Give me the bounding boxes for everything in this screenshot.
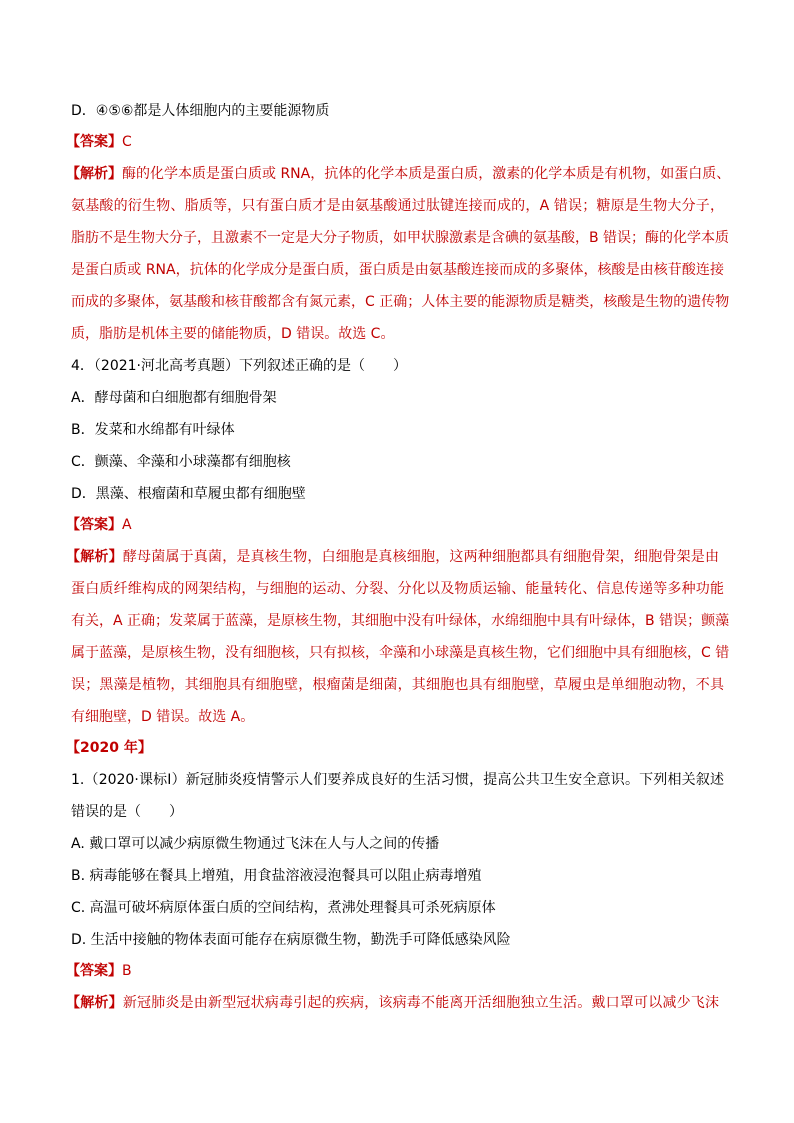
q3-analysis-line-2	[71, 196, 724, 216]
analysis-text: 酶的化学本质是蛋白质或 RNA，抗体的化学本质是蛋白质，激素的化学本质是有机物，如蛋白质、	[122, 166, 731, 182]
q4-analysis-line-1	[66, 547, 719, 567]
q1-option-b: B. 病毒能够在餐具上增殖，用食盐溶液浸泡餐具可以阻止病毒增殖	[71, 868, 482, 884]
q1-option-a: A. 戴口罩可以减少病原微生物通过飞沫在人与人之间的传播	[71, 836, 440, 852]
analysis-text: 氨基酸的衍生物、脂质等，只有蛋白质才是由氨基酸通过肽键连接而成的，A 错误；糖原是生物大分子，	[71, 198, 724, 214]
answer-tag: 【答案】	[66, 517, 122, 533]
q1-stem-line-2: 错误的是（ ）	[71, 804, 183, 820]
q3-analysis-line-4	[71, 260, 724, 280]
answer-tag: 【答案】	[66, 963, 122, 979]
q1-option-c: C. 高温可破坏病原体蛋白质的空间结构，煮沸处理餐具可杀死病原体	[71, 900, 496, 916]
q3-analysis-line-1	[66, 164, 731, 184]
q4-analysis-line-5	[71, 675, 724, 695]
analysis-text: 蛋白质纤维构成的网架结构，与细胞的运动、分裂、分化以及物质运输、能量转化、信息传递等多种功能	[71, 581, 724, 597]
analysis-text: 属于蓝藻，是原核生物，没有细胞核，只有拟核，伞藻和小球藻是真核生物，它们细胞中具有细胞核，C 错	[71, 645, 730, 661]
q4-analysis-line-6	[71, 707, 254, 727]
q3-analysis-line-3	[71, 228, 730, 248]
year-heading: 【2020 年】	[66, 740, 152, 756]
q4-analysis-line-4	[71, 643, 730, 663]
q4-option-a: A．酵母菌和白细胞都有细胞骨架	[71, 390, 277, 406]
analysis-text: 有关，A 正确；发菜属于蓝藻，是原核生物，其细胞中没有叶绿体，水绵细胞中具有叶绿体，B 错误；颤藻	[71, 613, 730, 629]
analysis-text: 误；黑藻是植物，其细胞具有细胞壁，根瘤菌是细菌，其细胞也具有细胞壁，草履虫是单细胞动物，不具	[71, 677, 724, 693]
q4-analysis-line-3	[71, 611, 730, 631]
analysis-text: 质，脂肪是机体主要的储能物质，D 错误。故选 C。	[71, 326, 395, 342]
q3-analysis-line-6	[71, 324, 394, 344]
answer-value: B	[122, 963, 132, 979]
analysis-tag: 【解析】	[66, 549, 123, 565]
analysis-text: 而成的多聚体，氨基酸和核苷酸都含有氮元素，C 正确；人体主要的能源物质是糖类，核酸是生物的遗传物	[71, 294, 730, 310]
analysis-text: 新冠肺炎是由新型冠状病毒引起的疾病，该病毒不能离开活细胞独立生活。戴口罩可以减少飞沫	[122, 995, 720, 1011]
q3-answer	[66, 132, 132, 152]
q4-option-d: D．黑藻、根瘤菌和草履虫都有细胞壁	[71, 486, 306, 502]
q4-stem: 4．（2021·河北高考真题）下列叙述正确的是（ ）	[71, 358, 407, 374]
answer-value: C	[122, 134, 132, 150]
analysis-tag: 【解析】	[66, 166, 122, 182]
analysis-text: 脂肪不是生物大分子，且激素不一定是大分子物质，如甲状腺激素是含碘的氨基酸，B 错误；酶的化学本质	[71, 230, 730, 246]
q3-option-d: D．④⑤⑥都是人体细胞内的主要能源物质	[71, 103, 330, 119]
analysis-tag: 【解析】	[66, 995, 123, 1011]
q4-analysis-line-2	[71, 579, 724, 599]
q4-option-c: C．颤藻、伞藻和小球藻都有细胞核	[71, 454, 291, 470]
q1-answer	[66, 961, 132, 981]
q3-analysis-line-5	[71, 292, 730, 312]
q4-answer	[66, 515, 132, 535]
q1-analysis-line-1	[66, 993, 719, 1013]
q4-option-b: B．发菜和水绵都有叶绿体	[71, 422, 235, 438]
q1-option-d: D. 生活中接触的物体表面可能存在病原微生物，勤洗手可降低感染风险	[71, 932, 511, 948]
q1-stem-line-1	[71, 770, 724, 790]
answer-tag: 【答案】	[66, 134, 122, 150]
analysis-text: 有细胞壁，D 错误。故选 A。	[71, 709, 255, 725]
stem-text: 1.（2020·课标Ⅰ）新冠肺炎疫情警示人们要养成良好的生活习惯，提高公共卫生安全意识。下列相关叙述	[71, 772, 724, 788]
answer-value: A	[122, 517, 132, 533]
analysis-text: 是蛋白质或 RNA，抗体的化学成分是蛋白质，蛋白质是由氨基酸连接而成的多聚体，核酸是由核苷酸连接	[71, 262, 724, 278]
analysis-text: 酵母菌属于真菌，是真核生物，白细胞是真核细胞，这两种细胞都具有细胞骨架，细胞骨架是由	[122, 549, 720, 565]
